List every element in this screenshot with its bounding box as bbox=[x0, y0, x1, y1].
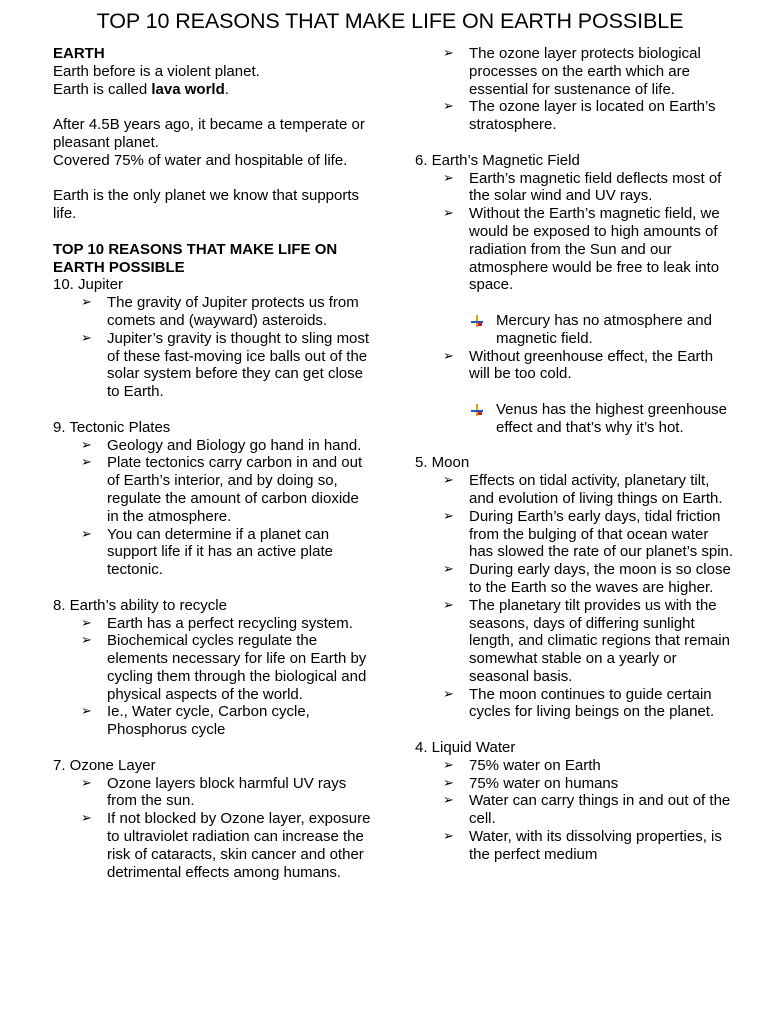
list-item: ➢ Geology and Biology go hand in hand. bbox=[107, 437, 371, 455]
reason-4-title: 4. Liquid Water bbox=[415, 739, 516, 757]
earth-line-2-prefix: Earth is called bbox=[53, 80, 152, 98]
reason-8-list bbox=[53, 615, 371, 740]
reason-4-list bbox=[415, 757, 735, 864]
list-item: ➢ Earth has a perfect recycling system. bbox=[107, 615, 371, 633]
list-item: ➢ The ozone layer protects biological processes on the earth which are essential for sustenance of life. bbox=[469, 45, 735, 98]
earth-line-2-suffix: . bbox=[224, 80, 229, 98]
earth-heading: EARTH bbox=[53, 45, 105, 62]
list-item: ➢ Without the Earth’s magnetic field, we would be exposed to high amounts of radiation from the Sun and our atmosphere would be free to leak into space. bbox=[469, 205, 735, 294]
reasons-heading: TOP 10 REASONS THAT MAKE LIFE ON EARTH POSSIBLE bbox=[53, 240, 338, 276]
left-column bbox=[53, 45, 371, 881]
list-item: ➢ During Earth’s early days, tidal friction from the bulging of that ocean water has slowed the rate of our planet’s spin. bbox=[469, 508, 735, 561]
list-item: ➢ The gravity of Jupiter protects us from comets and (wayward) asteroids. bbox=[107, 294, 371, 330]
note-venus-text: Venus has the highest greenhouse effect and that’s why it’s hot. bbox=[496, 400, 728, 436]
earth-line-2 bbox=[53, 81, 371, 99]
page-title: TOP 10 REASONS THAT MAKE LIFE ON EARTH POSSIBLE bbox=[96, 9, 684, 33]
reason-7-list bbox=[53, 775, 371, 882]
reason-9-list bbox=[53, 437, 371, 579]
reason-10-list bbox=[53, 294, 371, 401]
note-mercury-text: Mercury has no atmosphere and magnetic field. bbox=[496, 311, 712, 347]
list-item: ➢ The planetary tilt provides us with the seasons, days of differing sunlight length, and climatic regions that remain somewhat stable on a yearly or seasonal basis. bbox=[469, 597, 735, 686]
reason-6-title: 6. Earth’s Magnetic Field bbox=[415, 151, 580, 169]
list-item: ➢ 75% water on humans bbox=[469, 775, 735, 793]
earth-para-2-line-1: After 4.5B years ago, it became a temperate or pleasant planet. bbox=[53, 116, 365, 151]
reason-7-list-continued bbox=[415, 45, 735, 134]
note-mercury bbox=[415, 312, 735, 348]
reason-6-list bbox=[415, 170, 735, 295]
list-item: ➢ Without greenhouse effect, the Earth will be too cold. bbox=[469, 348, 735, 384]
reason-6-list-2 bbox=[415, 348, 735, 384]
list-item: ➢ Biochemical cycles regulate the elements necessary for life on Earth by cycling them through the biological and physical aspects of the world. bbox=[107, 632, 371, 703]
earth-para-2-line-2: Covered 75% of water and hospitable of life. bbox=[53, 151, 348, 169]
list-item: ➢ Water can carry things in and out of the cell. bbox=[469, 792, 735, 828]
list-item: ➢ If not blocked by Ozone layer, exposure to ultraviolet radiation can increase the risk of cataracts, skin cancer and other detrimental effects among humans. bbox=[107, 810, 371, 881]
reason-5-title: 5. Moon bbox=[415, 454, 470, 472]
reason-9-title: 9. Tectonic Plates bbox=[53, 418, 171, 436]
pin-icon bbox=[471, 315, 483, 327]
pin-icon bbox=[471, 404, 483, 416]
list-item: ➢ During early days, the moon is so close to the Earth so the waves are higher. bbox=[469, 561, 735, 597]
list-item: ➢ Earth’s magnetic field deflects most of the solar wind and UV rays. bbox=[469, 170, 735, 206]
list-item: ➢ Plate tectonics carry carbon in and out of Earth’s interior, and by doing so, regulate the amount of carbon dioxide in the atmosphere. bbox=[107, 454, 371, 525]
list-item: ➢ Ozone layers block harmful UV rays from the sun. bbox=[107, 775, 371, 811]
right-column bbox=[415, 45, 735, 864]
list-item: ➢ 75% water on Earth bbox=[469, 757, 735, 775]
note-venus bbox=[415, 401, 735, 437]
list-item: ➢ You can determine if a planet can support life if it has an active plate tectonic. bbox=[107, 526, 371, 579]
list-item: ➢ Jupiter’s gravity is thought to sling most of these fast-moving ice balls out of the solar system before they can get close to Earth. bbox=[107, 330, 371, 401]
list-item: ➢ Ie., Water cycle, Carbon cycle, Phosphorus cycle bbox=[107, 703, 371, 739]
reason-5-list bbox=[415, 472, 735, 721]
reason-7-title: 7. Ozone Layer bbox=[53, 756, 156, 774]
list-item: ➢ Effects on tidal activity, planetary tilt, and evolution of living things on Earth. bbox=[469, 472, 735, 508]
list-item: ➢ Water, with its dissolving properties, is the perfect medium bbox=[469, 828, 735, 864]
earth-line-1: Earth before is a violent planet. bbox=[53, 62, 260, 80]
reason-10-title: 10. Jupiter bbox=[53, 276, 124, 294]
reason-8-title: 8. Earth’s ability to recycle bbox=[53, 596, 227, 614]
lava-world-bold: lava world bbox=[151, 80, 225, 98]
list-item: ➢ The moon continues to guide certain cycles for living beings on the planet. bbox=[469, 686, 735, 722]
list-item: ➢ The ozone layer is located on Earth’s stratosphere. bbox=[469, 98, 735, 134]
earth-para-3: Earth is the only planet we know that supports life. bbox=[53, 187, 360, 223]
